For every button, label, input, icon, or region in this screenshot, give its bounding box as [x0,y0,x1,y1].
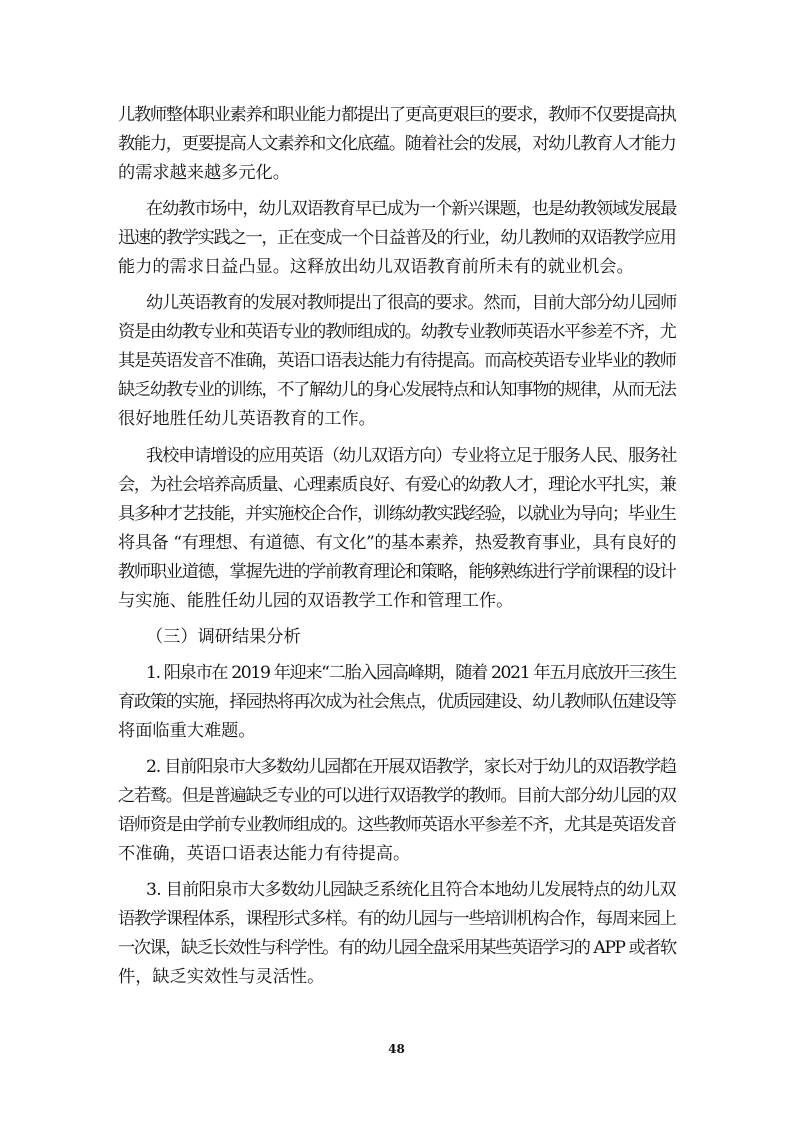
text-line: 迅速的教学实践之一，正在变成一个日益普及的行业，幼儿教师的双语教学应用 [118,228,676,248]
text-line: 很好地胜任幼儿英语教育的工作。 [118,409,376,429]
text-line: 其是英语发音不准确，英语口语表达能力有待提高。而高校英语专业毕业的教师 [118,351,676,371]
text-line: 与实施、能胜任幼儿园的双语教学工作和管理工作。 [118,591,514,611]
text-line: 1. 阳泉市在 2019 年迎来“二胎入园高峰期，随着 2021 年五月底放开三孩生 [146,663,676,683]
text-line: 资是由幼教专业和英语专业的教师组成的。幼教专业教师英语水平参差不齐，尤 [118,322,676,342]
text-line: 幼儿英语教育的发展对教师提出了很高的要求。然而，目前大部分幼儿园师 [146,293,677,313]
text-line: 2. 目前阳泉市大多数幼儿园都在开展双语教学，家长对于幼儿的双语教学趋 [146,757,676,777]
text-line: 育政策的实施，择园热将再次成为社会焦点，优质园建设、幼儿教师队伍建设等 [118,692,676,712]
text-line: 儿教师整体职业素养和职业能力都提出了更高更艰巨的要求，教师不仅要提高执 [118,105,676,125]
text-line: 将具备 “有理想、有道德、有文化”的基本素养，热爱教育事业，具有良好的 [118,533,677,553]
text-line: 教师职业道德，掌握先进的学前教育理论和策略，能够熟练进行学前课程的设计 [118,562,676,582]
text-line: 件，缺乏实效性与灵活性。 [118,967,325,987]
text-line: （三）调研结果分析 [146,627,301,647]
text-line: 缺乏幼教专业的训练，不了解幼儿的身心发展特点和认知事物的规律，从而无法 [118,380,676,400]
text-line: 能力的需求日益凸显。这释放出幼儿双语教育前所未有的就业机会。 [118,257,634,277]
text-line: 语教学课程体系，课程形式多样。有的幼儿园与一些培训机构合作，每周来园上 [118,909,676,929]
text-line: 在幼教市场中，幼儿双语教育早已成为一个新兴课题，也是幼教领域发展最 [146,199,677,219]
text-line: 语师资是由学前专业教师组成的。这些教师英语水平参差不齐，尤其是英语发音 [118,815,676,835]
text-line: 不准确，英语口语表达能力有待提高。 [118,844,411,864]
text-line: 之若鹜。但是普遍缺乏专业的可以进行双语教学的教师。目前大部分幼儿园的双 [118,786,676,806]
text-line: 的需求越来越多元化。 [118,163,290,183]
text-line: 3. 目前阳泉市大多数幼儿园缺乏系统化且符合本地幼儿发展特点的幼儿双 [146,880,676,900]
text-line: 一次课，缺乏长效性与科学性。有的幼儿园全盘采用某些英语学习的 APP 或者软 [118,938,676,958]
page-number: 48 [388,1042,405,1056]
text-line: 教能力，更要提高人文素养和文化底蕴。随着社会的发展，对幼儿教育人才能力 [118,134,676,154]
text-line: 我校申请增设的应用英语（幼儿双语方向）专业将立足于服务人民、服务社 [146,446,677,466]
text-line: 会，为社会培养高质量、心理素质良好、有爱心的幼教人才，理论水平扎实，兼 [118,475,676,495]
text-line: 具多种才艺技能，并实施校企合作，训练幼教实践经验，以就业为导向；毕业生 [118,504,676,524]
text-line: 将面临重大难题。 [118,721,256,741]
